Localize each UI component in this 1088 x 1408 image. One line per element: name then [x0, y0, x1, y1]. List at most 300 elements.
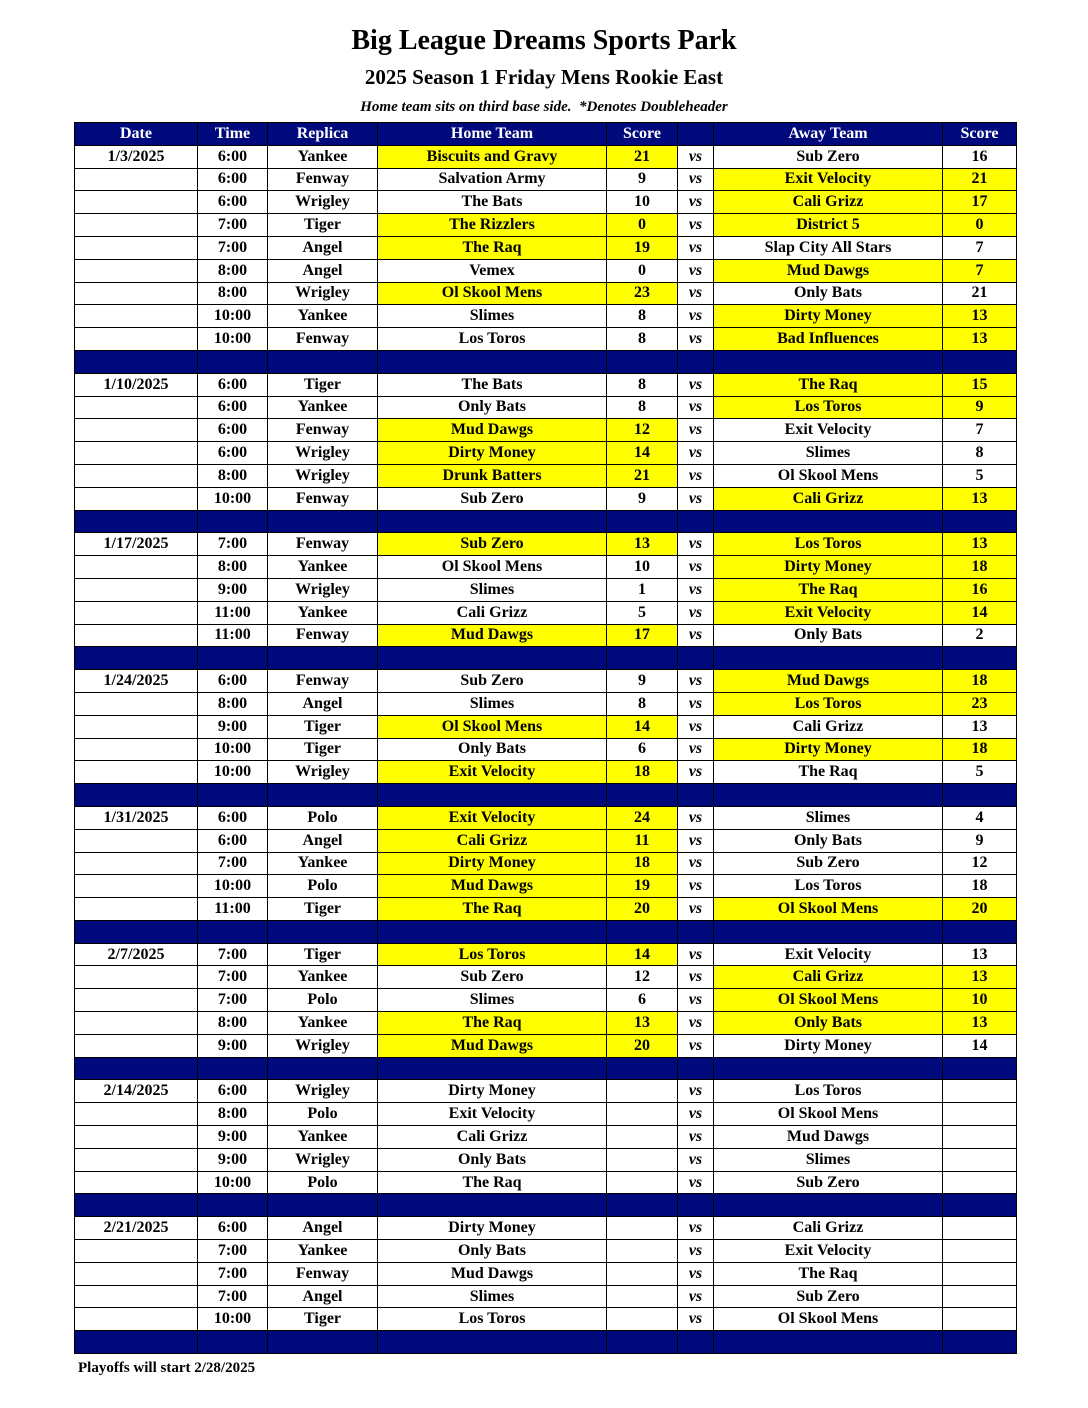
separator-cell — [607, 510, 678, 533]
home-team: Slimes — [378, 305, 607, 328]
separator-cell — [268, 350, 378, 373]
away-score — [943, 1080, 1017, 1103]
game-field: Angel — [268, 1285, 378, 1308]
game-row — [75, 168, 1017, 191]
home-score: 19 — [607, 875, 678, 898]
separator-cell — [198, 350, 268, 373]
game-field: Wrigley — [268, 464, 378, 487]
away-score — [943, 1148, 1017, 1171]
home-score: 1 — [607, 578, 678, 601]
separator-cell — [378, 1331, 607, 1354]
away-score: 8 — [943, 442, 1017, 465]
home-team: Mud Dawgs — [378, 1262, 607, 1285]
home-team: Exit Velocity — [378, 1103, 607, 1126]
home-score: 10 — [607, 191, 678, 214]
separator-cell — [378, 920, 607, 943]
game-row — [75, 259, 1017, 282]
game-row — [75, 442, 1017, 465]
away-team: Ol Skool Mens — [714, 1103, 943, 1126]
game-field: Polo — [268, 1171, 378, 1194]
game-date — [75, 1148, 198, 1171]
home-score: 0 — [607, 259, 678, 282]
game-field: Polo — [268, 806, 378, 829]
game-field: Yankee — [268, 1012, 378, 1035]
separator-cell — [943, 510, 1017, 533]
vs-label: vs — [678, 852, 714, 875]
away-team: Los Toros — [714, 875, 943, 898]
game-row — [75, 1171, 1017, 1194]
separator-cell — [268, 1331, 378, 1354]
vs-label: vs — [678, 670, 714, 693]
game-time: 6:00 — [198, 419, 268, 442]
game-row — [75, 875, 1017, 898]
game-row — [75, 1240, 1017, 1263]
away-team: Cali Grizz — [714, 487, 943, 510]
vs-label: vs — [678, 624, 714, 647]
home-score — [607, 1262, 678, 1285]
home-team: Dirty Money — [378, 1217, 607, 1240]
away-score: 13 — [943, 1012, 1017, 1035]
game-field: Wrigley — [268, 282, 378, 305]
vs-label: vs — [678, 214, 714, 237]
home-team: Cali Grizz — [378, 601, 607, 624]
home-score: 14 — [607, 442, 678, 465]
away-team: Only Bats — [714, 829, 943, 852]
game-field: Polo — [268, 989, 378, 1012]
away-score: 18 — [943, 738, 1017, 761]
separator-cell — [607, 647, 678, 670]
vs-label: vs — [678, 1034, 714, 1057]
home-score: 6 — [607, 989, 678, 1012]
vs-label: vs — [678, 1171, 714, 1194]
away-team: Cali Grizz — [714, 1217, 943, 1240]
away-score: 12 — [943, 852, 1017, 875]
col-header-replica: Replica — [268, 123, 378, 146]
col-header-date: Date — [75, 123, 198, 146]
home-score: 8 — [607, 692, 678, 715]
away-score: 15 — [943, 373, 1017, 396]
game-row — [75, 1034, 1017, 1057]
home-team: Slimes — [378, 578, 607, 601]
separator-cell — [268, 784, 378, 807]
game-row — [75, 601, 1017, 624]
vs-label: vs — [678, 989, 714, 1012]
game-date — [75, 1240, 198, 1263]
separator-cell — [378, 1057, 607, 1080]
separator-cell — [75, 920, 198, 943]
game-time: 7:00 — [198, 1240, 268, 1263]
col-header-vs — [678, 123, 714, 146]
game-date — [75, 715, 198, 738]
away-score: 14 — [943, 601, 1017, 624]
separator-cell — [607, 784, 678, 807]
game-field: Fenway — [268, 624, 378, 647]
game-field: Fenway — [268, 1262, 378, 1285]
game-date — [75, 852, 198, 875]
away-team: District 5 — [714, 214, 943, 237]
vs-label: vs — [678, 1285, 714, 1308]
game-time: 7:00 — [198, 852, 268, 875]
vs-label: vs — [678, 305, 714, 328]
game-field: Tiger — [268, 738, 378, 761]
game-date — [75, 1012, 198, 1035]
separator-cell — [75, 350, 198, 373]
game-time: 11:00 — [198, 601, 268, 624]
away-score — [943, 1103, 1017, 1126]
away-team: Slimes — [714, 806, 943, 829]
away-score — [943, 1262, 1017, 1285]
col-header-away-team: Away Team — [714, 123, 943, 146]
home-score: 9 — [607, 670, 678, 693]
vs-label: vs — [678, 829, 714, 852]
away-score: 13 — [943, 533, 1017, 556]
game-time: 7:00 — [198, 966, 268, 989]
away-team: Ol Skool Mens — [714, 1308, 943, 1331]
game-field: Fenway — [268, 419, 378, 442]
away-team: Exit Velocity — [714, 1240, 943, 1263]
home-team: Sub Zero — [378, 487, 607, 510]
game-date — [75, 556, 198, 579]
game-date — [75, 829, 198, 852]
separator-cell — [714, 1194, 943, 1217]
home-team: Sub Zero — [378, 533, 607, 556]
separator-cell — [75, 784, 198, 807]
separator-cell — [607, 1331, 678, 1354]
game-field: Angel — [268, 236, 378, 259]
vs-label: vs — [678, 761, 714, 784]
home-score — [607, 1148, 678, 1171]
vs-label: vs — [678, 1217, 714, 1240]
game-date — [75, 328, 198, 351]
vs-label: vs — [678, 806, 714, 829]
away-team: Exit Velocity — [714, 943, 943, 966]
game-date: 2/21/2025 — [75, 1217, 198, 1240]
home-score: 21 — [607, 464, 678, 487]
game-date — [75, 692, 198, 715]
vs-label: vs — [678, 692, 714, 715]
away-score — [943, 1308, 1017, 1331]
away-team: Mud Dawgs — [714, 1126, 943, 1149]
separator-cell — [198, 1057, 268, 1080]
game-date — [75, 1103, 198, 1126]
home-score: 14 — [607, 715, 678, 738]
separator-cell — [678, 1194, 714, 1217]
game-field: Tiger — [268, 214, 378, 237]
separator-cell — [607, 350, 678, 373]
away-score: 7 — [943, 259, 1017, 282]
col-header-time: Time — [198, 123, 268, 146]
game-row — [75, 1217, 1017, 1240]
playoffs-note: Playoffs will start 2/28/2025 — [78, 1360, 256, 1376]
game-time: 7:00 — [198, 533, 268, 556]
game-date: 1/10/2025 — [75, 373, 198, 396]
game-date — [75, 1308, 198, 1331]
home-score: 8 — [607, 328, 678, 351]
game-time: 8:00 — [198, 556, 268, 579]
home-score — [607, 1285, 678, 1308]
game-date — [75, 259, 198, 282]
away-team: Only Bats — [714, 1012, 943, 1035]
separator-cell — [75, 510, 198, 533]
away-score: 0 — [943, 214, 1017, 237]
game-row — [75, 191, 1017, 214]
home-score: 18 — [607, 761, 678, 784]
game-time: 6:00 — [198, 396, 268, 419]
game-time: 8:00 — [198, 1103, 268, 1126]
game-date — [75, 761, 198, 784]
away-score: 13 — [943, 305, 1017, 328]
home-team: Slimes — [378, 1285, 607, 1308]
game-date — [75, 989, 198, 1012]
game-date — [75, 966, 198, 989]
away-team: Los Toros — [714, 1080, 943, 1103]
game-row — [75, 578, 1017, 601]
home-score — [607, 1308, 678, 1331]
separator-cell — [714, 920, 943, 943]
away-team: Sub Zero — [714, 1285, 943, 1308]
vs-label: vs — [678, 442, 714, 465]
game-date — [75, 487, 198, 510]
home-team: Sub Zero — [378, 670, 607, 693]
home-score: 18 — [607, 852, 678, 875]
vs-label: vs — [678, 1308, 714, 1331]
vs-label: vs — [678, 487, 714, 510]
game-time: 6:00 — [198, 145, 268, 168]
separator-cell — [678, 1057, 714, 1080]
away-score: 13 — [943, 943, 1017, 966]
away-score: 13 — [943, 966, 1017, 989]
away-team: Dirty Money — [714, 1034, 943, 1057]
home-score: 5 — [607, 601, 678, 624]
away-team: The Raq — [714, 761, 943, 784]
away-team: Cali Grizz — [714, 191, 943, 214]
vs-label: vs — [678, 145, 714, 168]
home-team: Los Toros — [378, 1308, 607, 1331]
week-separator-row — [75, 510, 1017, 533]
game-date — [75, 236, 198, 259]
game-field: Tiger — [268, 1308, 378, 1331]
home-team: Only Bats — [378, 1148, 607, 1171]
separator-cell — [268, 510, 378, 533]
home-score: 14 — [607, 943, 678, 966]
home-score: 10 — [607, 556, 678, 579]
vs-label: vs — [678, 556, 714, 579]
away-team: Los Toros — [714, 533, 943, 556]
away-team: Dirty Money — [714, 305, 943, 328]
vs-label: vs — [678, 715, 714, 738]
game-field: Fenway — [268, 487, 378, 510]
game-time: 6:00 — [198, 191, 268, 214]
game-field: Yankee — [268, 1126, 378, 1149]
game-time: 8:00 — [198, 692, 268, 715]
home-score: 6 — [607, 738, 678, 761]
home-team: Mud Dawgs — [378, 624, 607, 647]
home-team: The Bats — [378, 191, 607, 214]
game-row — [75, 943, 1017, 966]
separator-cell — [75, 1057, 198, 1080]
game-field: Yankee — [268, 396, 378, 419]
game-time: 6:00 — [198, 168, 268, 191]
separator-cell — [198, 1194, 268, 1217]
away-score: 18 — [943, 875, 1017, 898]
game-date — [75, 601, 198, 624]
home-score: 11 — [607, 829, 678, 852]
game-time: 10:00 — [198, 761, 268, 784]
away-score: 9 — [943, 829, 1017, 852]
separator-cell — [943, 647, 1017, 670]
game-date: 1/24/2025 — [75, 670, 198, 693]
away-score: 10 — [943, 989, 1017, 1012]
home-score: 19 — [607, 236, 678, 259]
home-team: Exit Velocity — [378, 761, 607, 784]
game-time: 7:00 — [198, 989, 268, 1012]
game-date: 1/17/2025 — [75, 533, 198, 556]
away-score: 21 — [943, 282, 1017, 305]
game-time: 10:00 — [198, 305, 268, 328]
separator-cell — [943, 784, 1017, 807]
game-time: 9:00 — [198, 1034, 268, 1057]
game-time: 10:00 — [198, 487, 268, 510]
game-row — [75, 556, 1017, 579]
away-score: 5 — [943, 761, 1017, 784]
separator-cell — [943, 1057, 1017, 1080]
vs-label: vs — [678, 533, 714, 556]
away-team: Mud Dawgs — [714, 259, 943, 282]
game-time: 6:00 — [198, 1080, 268, 1103]
game-field: Fenway — [268, 670, 378, 693]
home-score — [607, 1103, 678, 1126]
game-field: Angel — [268, 259, 378, 282]
away-score: 13 — [943, 487, 1017, 510]
game-field: Yankee — [268, 145, 378, 168]
game-row — [75, 282, 1017, 305]
table-header-row — [75, 123, 1017, 146]
game-time: 8:00 — [198, 1012, 268, 1035]
game-row — [75, 806, 1017, 829]
away-team: Sub Zero — [714, 852, 943, 875]
separator-cell — [678, 784, 714, 807]
separator-cell — [378, 784, 607, 807]
game-date: 2/7/2025 — [75, 943, 198, 966]
game-field: Fenway — [268, 328, 378, 351]
away-score: 17 — [943, 191, 1017, 214]
game-row — [75, 761, 1017, 784]
game-time: 10:00 — [198, 1171, 268, 1194]
away-score — [943, 1126, 1017, 1149]
away-team: Los Toros — [714, 692, 943, 715]
game-time: 10:00 — [198, 738, 268, 761]
game-field: Polo — [268, 1103, 378, 1126]
home-team: Only Bats — [378, 738, 607, 761]
game-row — [75, 1308, 1017, 1331]
vs-label: vs — [678, 236, 714, 259]
game-row — [75, 1012, 1017, 1035]
game-date — [75, 578, 198, 601]
vs-label: vs — [678, 282, 714, 305]
away-team: Only Bats — [714, 282, 943, 305]
vs-label: vs — [678, 1080, 714, 1103]
game-field: Wrigley — [268, 1148, 378, 1171]
game-field: Yankee — [268, 601, 378, 624]
home-team: Drunk Batters — [378, 464, 607, 487]
separator-cell — [714, 510, 943, 533]
game-date — [75, 1171, 198, 1194]
home-score: 9 — [607, 487, 678, 510]
game-row — [75, 328, 1017, 351]
game-time: 9:00 — [198, 1126, 268, 1149]
away-score: 13 — [943, 328, 1017, 351]
game-row — [75, 989, 1017, 1012]
separator-cell — [378, 647, 607, 670]
game-row — [75, 464, 1017, 487]
away-team: The Raq — [714, 373, 943, 396]
game-time: 7:00 — [198, 236, 268, 259]
game-row — [75, 852, 1017, 875]
game-field: Yankee — [268, 852, 378, 875]
separator-cell — [268, 647, 378, 670]
game-row — [75, 1285, 1017, 1308]
game-date — [75, 168, 198, 191]
home-score: 20 — [607, 898, 678, 921]
game-time: 10:00 — [198, 328, 268, 351]
game-date — [75, 1285, 198, 1308]
away-team: Cali Grizz — [714, 966, 943, 989]
game-time: 6:00 — [198, 670, 268, 693]
home-team: Vemex — [378, 259, 607, 282]
home-team: The Raq — [378, 1012, 607, 1035]
game-field: Angel — [268, 1217, 378, 1240]
separator-cell — [75, 1194, 198, 1217]
separator-cell — [678, 1331, 714, 1354]
schedule-body — [75, 145, 1017, 1353]
separator-cell — [943, 920, 1017, 943]
away-team: Sub Zero — [714, 1171, 943, 1194]
game-field: Fenway — [268, 168, 378, 191]
home-score — [607, 1171, 678, 1194]
game-time: 6:00 — [198, 829, 268, 852]
separator-cell — [714, 647, 943, 670]
home-score: 8 — [607, 396, 678, 419]
separator-cell — [198, 647, 268, 670]
away-team: The Raq — [714, 578, 943, 601]
home-score — [607, 1126, 678, 1149]
home-score: 24 — [607, 806, 678, 829]
game-field: Angel — [268, 692, 378, 715]
home-score: 13 — [607, 533, 678, 556]
game-row — [75, 1126, 1017, 1149]
away-team: Slap City All Stars — [714, 236, 943, 259]
home-score: 13 — [607, 1012, 678, 1035]
away-team: Ol Skool Mens — [714, 464, 943, 487]
game-time: 7:00 — [198, 1262, 268, 1285]
game-field: Polo — [268, 875, 378, 898]
home-team: Mud Dawgs — [378, 1034, 607, 1057]
game-row — [75, 145, 1017, 168]
away-score: 9 — [943, 396, 1017, 419]
home-score — [607, 1217, 678, 1240]
game-row — [75, 692, 1017, 715]
game-row — [75, 624, 1017, 647]
vs-label: vs — [678, 738, 714, 761]
away-team: Ol Skool Mens — [714, 989, 943, 1012]
game-date: 2/14/2025 — [75, 1080, 198, 1103]
separator-cell — [678, 647, 714, 670]
away-score: 16 — [943, 578, 1017, 601]
game-date — [75, 738, 198, 761]
week-separator-row — [75, 1331, 1017, 1354]
game-date — [75, 442, 198, 465]
home-team: Only Bats — [378, 396, 607, 419]
